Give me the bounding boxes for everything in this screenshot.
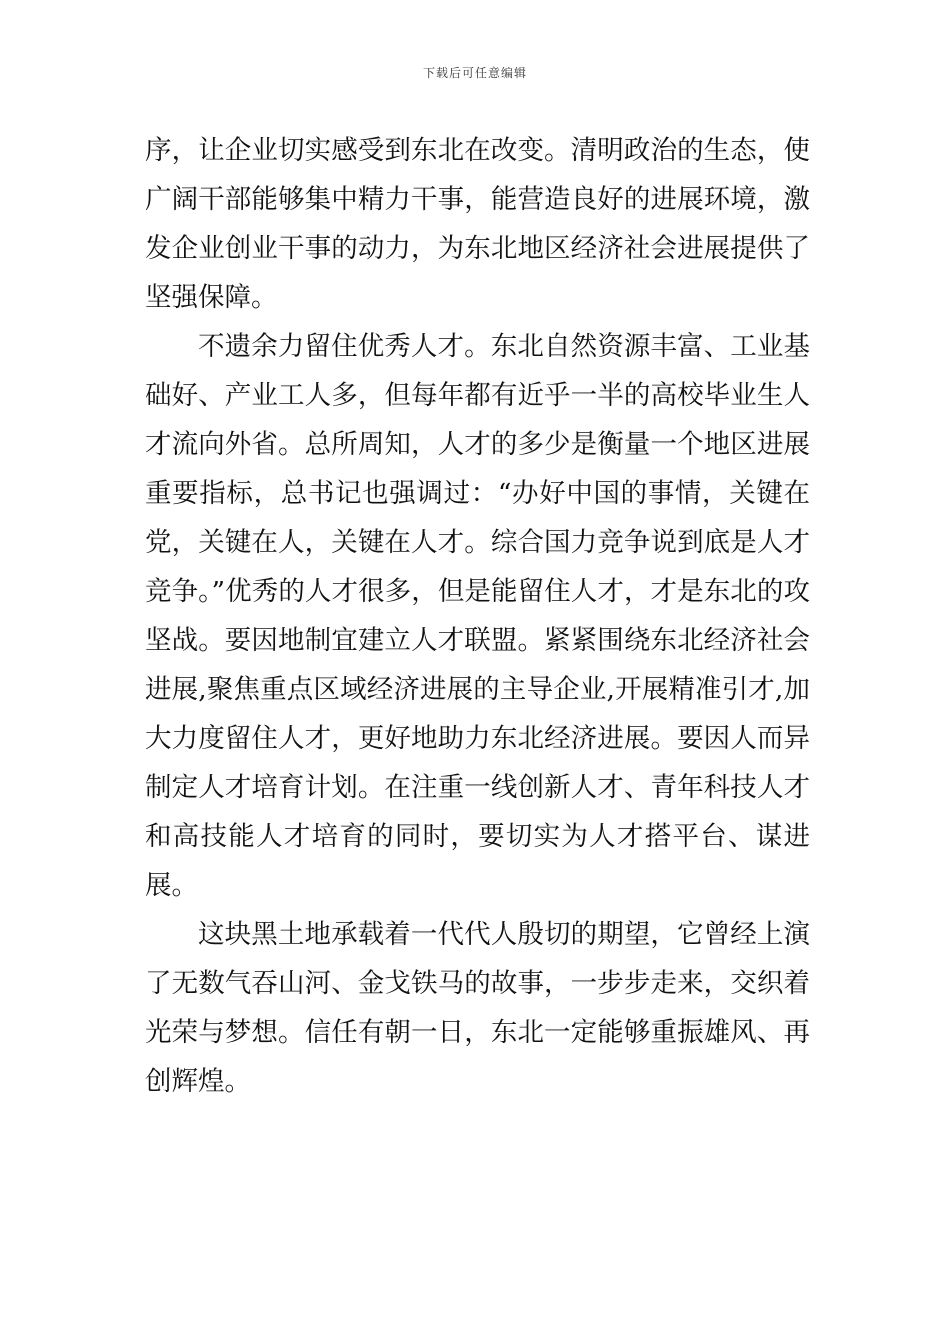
paragraph-3: 这块黑土地承载着一代代人殷切的期望，它曾经上演了无数气吞山河、金戈铁马的故事，一步步走来，交织着光荣与梦想。信任有朝一日，东北一定能够重振雄风、再创辉煌。	[145, 919, 810, 1097]
paragraph-1: 序，让企业切实感受到东北在改变。清明政治的生态，使广阔干部能够集中精力干事，能营造良好的进展环境，激发企业创业干事的动力，为东北地区经济社会进展提供了坚强保障。	[145, 135, 810, 313]
paragraph-2: 不遗余力留住优秀人才。东北自然资源丰富、工业基础好、产业工人多，但每年都有近乎一半的高校毕业生人才流向外省。总所周知，人才的多少是衡量一个地区进展重要指标，总书记也强调过：“办好中国的事情，关键在党，关键在人，关键在人才。综合国力竞争说到底是人才竞争。”优秀的人才很多，但是能留住人才，才是东北的攻坚战。要因地制宜建立人才联盟。紧紧围绕东北经济社会进展,聚焦重点区域经济进展的主导企业,开展精准引才,加大力度留住人才，更好地助力东北经济进展。要因人而异制定人才培育计划。在注重一线创新人才、青年科技人才和高技能人才培育的同时，要切实为人才搭平台、谋进展。	[145, 331, 810, 901]
document-body	[145, 126, 810, 1106]
page-header-note: 下载后可任意编辑	[422, 66, 527, 80]
